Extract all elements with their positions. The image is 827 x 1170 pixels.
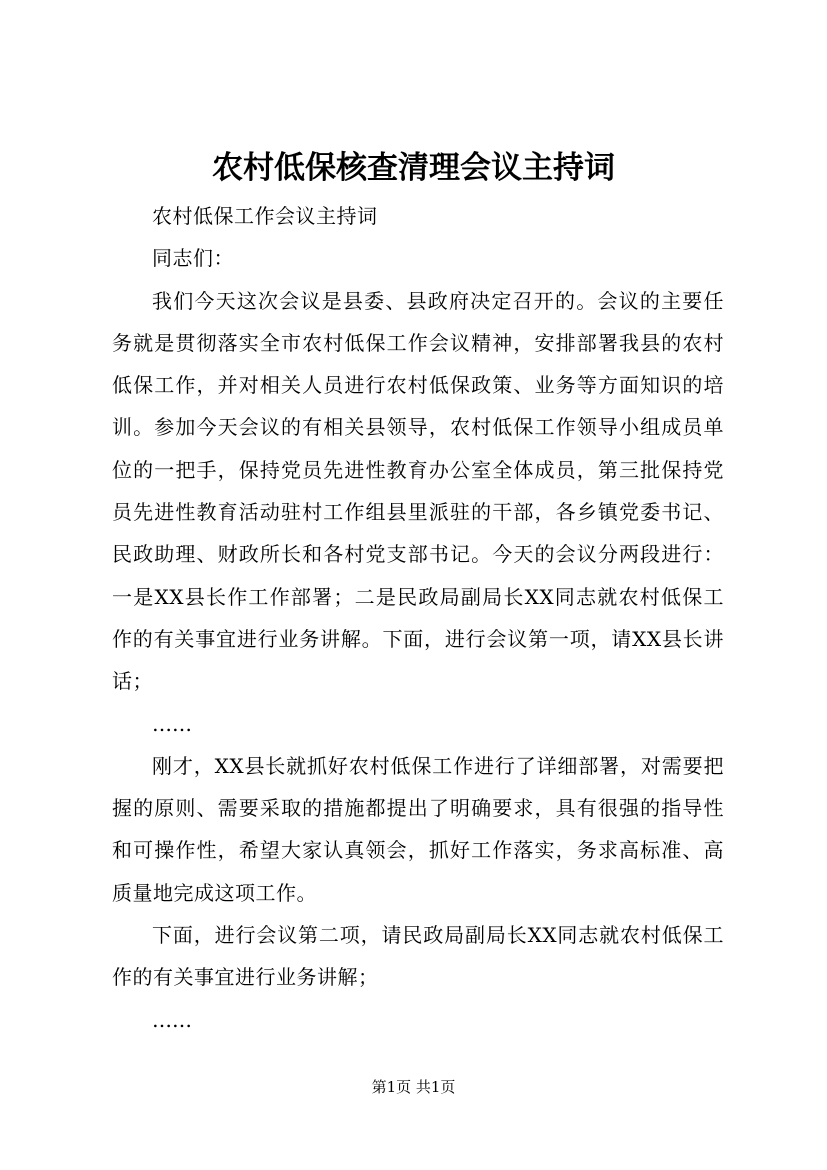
ellipsis-paragraph: …… [152,711,192,736]
summary-paragraph: 刚才，XX县长就抓好农村低保工作进行了详细部署，对需要把握的原则、需要采取的措施都提出了明确要求，具有很强的指导性和可操作性，希望大家认真领会，抓好工作落实，务求高标准、高质量地完成这项工作。 [112,753,724,905]
opening-paragraph: 我们今天这次会议是县委、县政府决定召开的。会议的主要任务就是贯彻落实全市农村低保工作会议精神，安排部署我县的农村低保工作，并对相关人员进行农村低保政策、业务等方面知识的培训。参加今天会议的有相关县领导，农村低保工作领导小组成员单位的一把手，保持党员先进性教育办公室全体成员，第三批保持党员先进性教育活动驻村工作组县里派驻的干部，各乡镇党委书记、民政助理、财政所长和各村党支部书记。今天的会议分两段进行：一是XX县长作工作部署；二是民政局副局长XX同志就农村低保工作的有关事宜进行业务讲解。下面，进行会议第一项，请XX县长讲话； [112,288,724,694]
second-item-paragraph: 下面，进行会议第二项，请民政局副局长XX同志就农村低保工作的有关事宜进行业务讲解； [112,923,724,990]
salutation-paragraph: 同志们： [152,246,234,271]
document-body [112,195,724,1041]
ellipsis-paragraph: …… [152,1007,192,1032]
document-title: 农村低保核查清理会议主持词 [212,150,615,186]
subtitle-paragraph: 农村低保工作会议主持词 [152,204,378,228]
page-footer: 第1页 共1页 [371,1078,456,1096]
